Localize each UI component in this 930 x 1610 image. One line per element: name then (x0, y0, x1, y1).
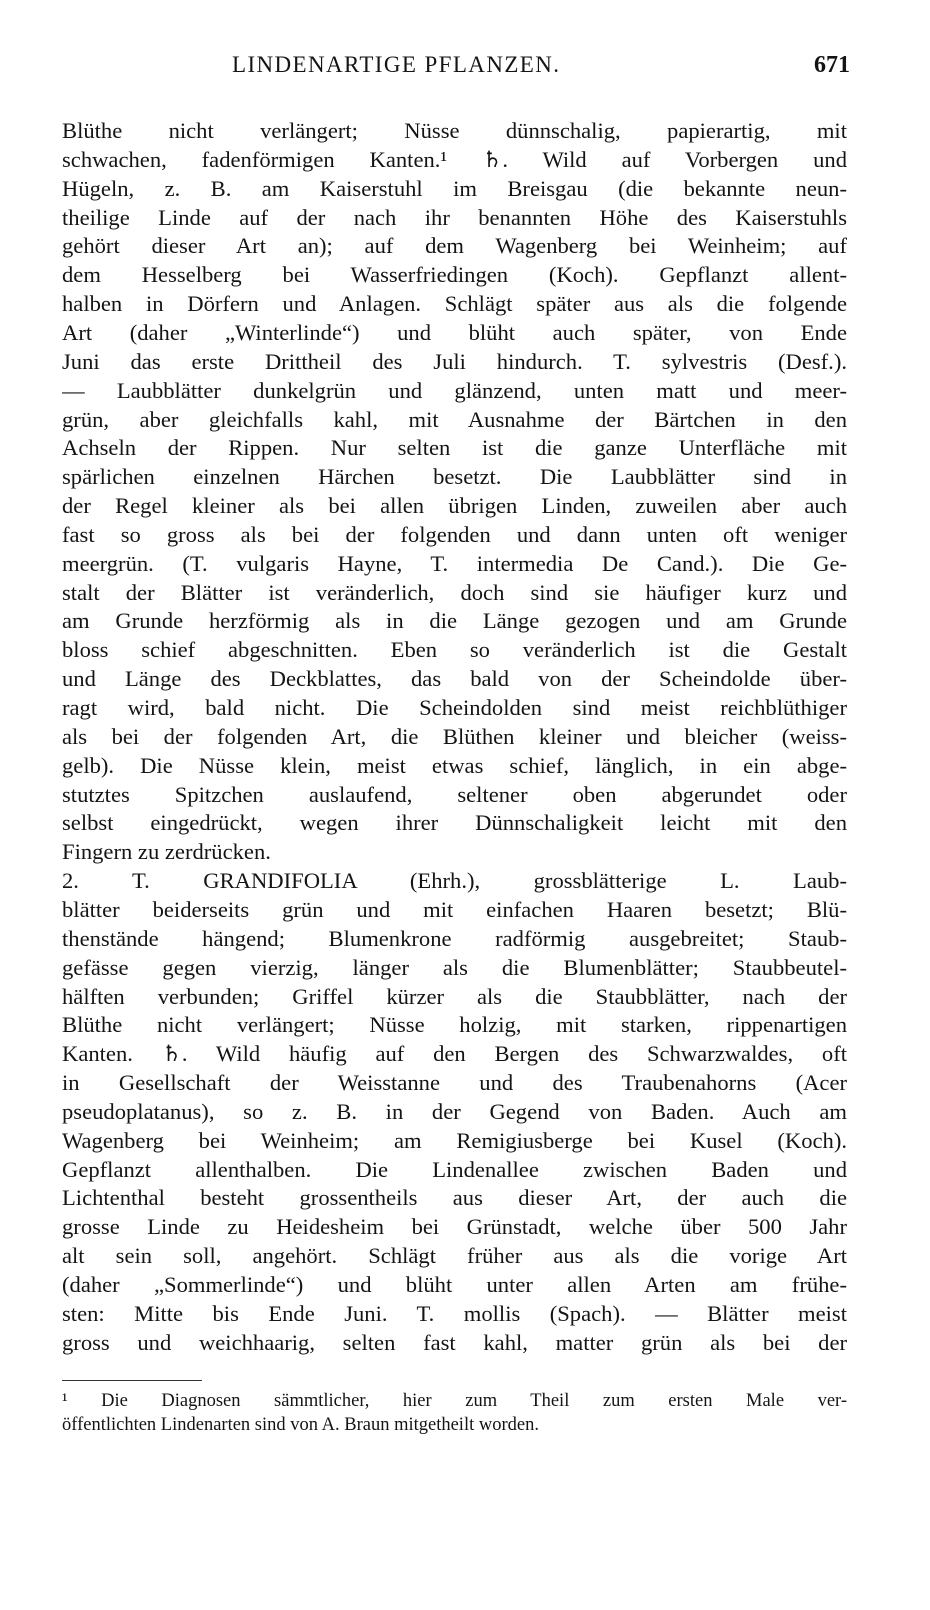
page-number: 671 (814, 52, 850, 78)
text-line: selbst eingedrückt, wegen ihrer Dünnschaligkeit leicht mit den (62, 810, 847, 836)
text-line: fast so gross als bei der folgenden und dann unten oft weniger (62, 521, 847, 547)
text-line: gross und weichhaarig, selten fast kahl, matter grün als bei der (62, 1329, 847, 1355)
text-line: bloss schief abgeschnitten. Eben so veränderlich ist die Gestalt (62, 637, 847, 663)
text-line: theilige Linde auf der nach ihr benannten Höhe des Kaiserstuhls (62, 204, 847, 230)
text-line: pseudoplatanus), so z. B. in der Gegend von Baden. Auch am (62, 1098, 847, 1124)
text-line: dem Hesselberg bei Wasserfriedingen (Koch). Gepflanzt allent- (62, 262, 847, 288)
text-line: meergrün. (T. vulgaris Hayne, T. intermedia De Cand.). Die Ge- (62, 550, 847, 576)
text-line: stutztes Spitzchen auslaufend, seltener oben abgerundet oder (62, 781, 847, 807)
text-line: grosse Linde zu Heidesheim bei Grünstadt, welche über 500 Jahr (62, 1214, 847, 1240)
text-line: gelb). Die Nüsse klein, meist etwas schief, länglich, in ein abge- (62, 752, 847, 778)
text-line: Juni das erste Drittheil des Juli hindurch. T. sylvestris (Desf.). (62, 348, 847, 374)
text-line: gefässe gegen vierzig, länger als die Blumenblätter; Staubbeutel- (62, 954, 847, 980)
text-line: am Grunde herzförmig als in die Länge gezogen und am Grunde (62, 608, 847, 634)
text-line: Kanten. ♄. Wild häufig auf den Bergen des Schwarzwaldes, oft (62, 1041, 847, 1067)
text-line: grün, aber gleichfalls kahl, mit Ausnahme der Bärtchen in den (62, 406, 847, 432)
footnote-line: öffentlichten Lindenarten sind von A. Braun mitgetheilt worden. (62, 1415, 539, 1435)
text-line: — Laubblätter dunkelgrün und glänzend, unten matt und meer- (62, 377, 847, 403)
text-line: Lichtenthal besteht grossentheils aus dieser Art, der auch die (62, 1185, 847, 1211)
text-line: hälften verbunden; Griffel kürzer als die Staubblätter, nach der (62, 983, 847, 1009)
text-line: ragt wird, bald nicht. Die Scheindolden sind meist reichblüthiger (62, 695, 847, 720)
text-line: stalt der Blätter ist veränderlich, doch sind sie häufiger kurz und (62, 579, 847, 605)
text-line: und Länge des Deckblattes, das bald von der Scheindolde über- (62, 666, 847, 692)
text-line: sten: Mitte bis Ende Juni. T. mollis (Spach). — Blätter meist (62, 1300, 847, 1326)
text-line: schwachen, fadenförmigen Kanten.¹ ♄. Wild auf Vorbergen und (62, 146, 847, 172)
text-line: in Gesellschaft der Weisstanne und des Traubenahorns (Acer (62, 1070, 847, 1096)
text-line: thenstände hängend; Blumenkrone radförmig ausgebreitet; Staub- (62, 925, 847, 951)
page-header (62, 52, 850, 86)
text-line: als bei der folgenden Art, die Blüthen kleiner und bleicher (weiss- (62, 723, 847, 749)
footnote-rule (62, 1380, 202, 1381)
text-line: spärlichen einzelnen Härchen besetzt. Die Laubblätter sind in (62, 464, 847, 490)
text-line: Art (daher „Winterlinde“) und blüht auch später, von Ende (62, 319, 847, 345)
text-line: Gepflanzt allenthalben. Die Lindenallee zwischen Baden und (62, 1156, 847, 1182)
text-line: 2. T. GRANDIFOLIA (Ehrh.), grossblätterige L. Laub- (62, 868, 847, 894)
text-line: blätter beiderseits grün und mit einfachen Haaren besetzt; Blü- (62, 896, 847, 922)
text-line: Wagenberg bei Weinheim; am Remigiusberge bei Kusel (Koch). (62, 1127, 847, 1153)
text-line: Hügeln, z. B. am Kaiserstuhl im Breisgau (die bekannte neun- (62, 175, 847, 201)
footnote-line: ¹ Die Diagnosen sämmtlicher, hier zum Theil zum ersten Male ver- (62, 1391, 847, 1411)
text-line: gehört dieser Art an); auf dem Wagenberg bei Weinheim; auf (62, 233, 847, 259)
text-line: Fingern zu zerdrücken. (62, 839, 271, 865)
text-line: (daher „Sommerlinde“) und blüht unter allen Arten am frühe- (62, 1272, 847, 1297)
text-line: alt sein soll, angehört. Schlägt früher aus als die vorige Art (62, 1243, 847, 1269)
text-line: der Regel kleiner als bei allen übrigen Linden, zuweilen aber auch (62, 493, 847, 519)
text-line: halben in Dörfern und Anlagen. Schlägt später aus als die folgende (62, 291, 847, 317)
text-line: Blüthe nicht verlängert; Nüsse dünnschalig, papierartig, mit (62, 118, 847, 143)
text-line: Blüthe nicht verlängert; Nüsse holzig, mit starken, rippenartigen (62, 1012, 847, 1038)
running-title: LINDENARTIGE PFLANZEN. (232, 52, 561, 77)
text-line: Achseln der Rippen. Nur selten ist die ganze Unterfläche mit (62, 435, 847, 461)
